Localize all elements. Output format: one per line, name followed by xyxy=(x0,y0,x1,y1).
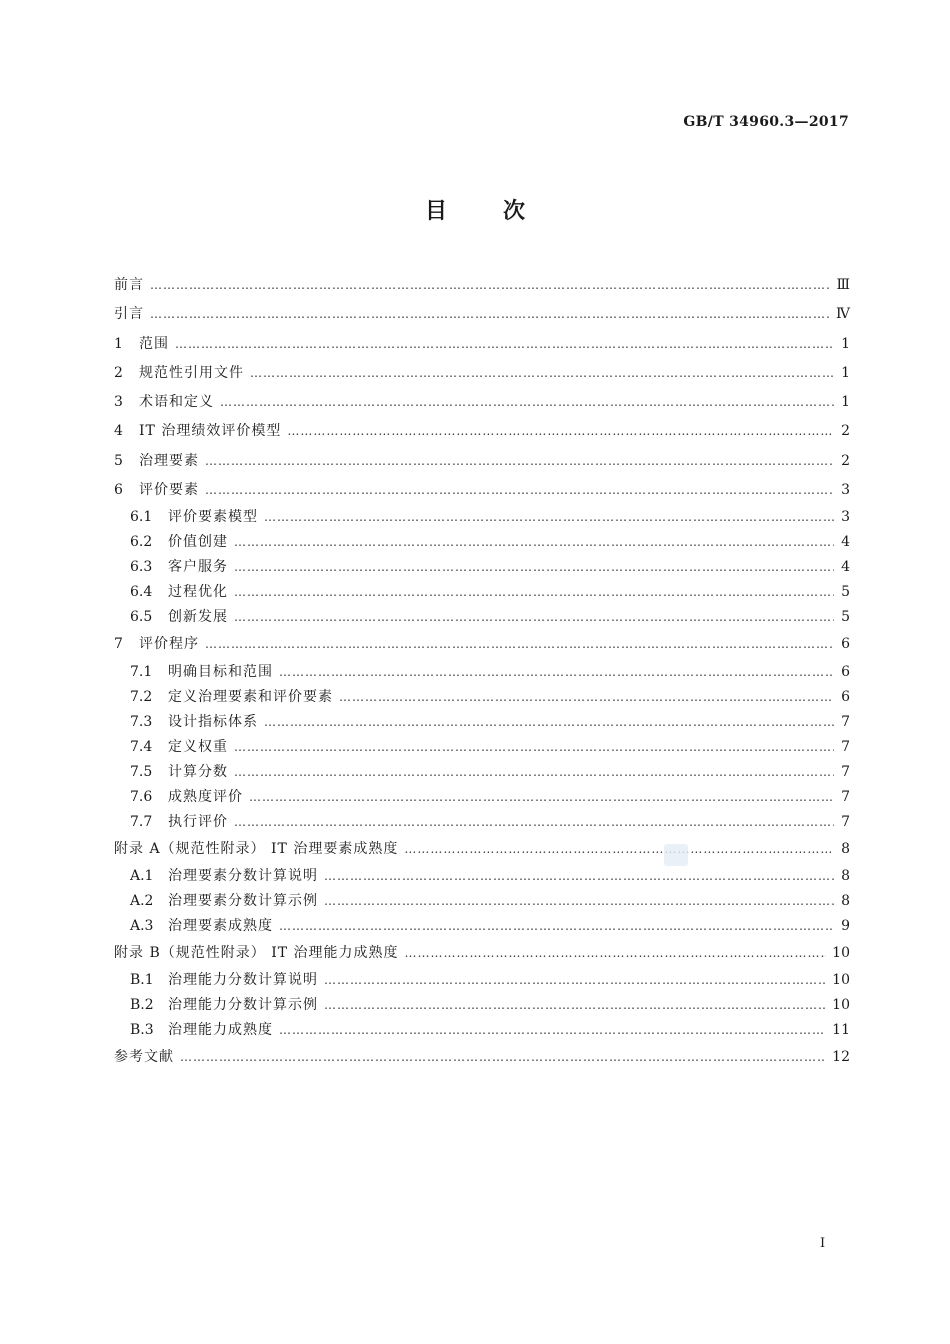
toc-entry-number: A.1 xyxy=(130,867,154,884)
toc-leader-dots xyxy=(250,359,834,388)
toc-entry-number: A.3 xyxy=(130,917,154,934)
toc-leader-dots xyxy=(234,810,834,835)
toc-entry-label: 前言 xyxy=(114,277,144,293)
toc-entry[interactable] xyxy=(114,939,850,968)
toc-entry[interactable] xyxy=(114,1043,850,1072)
toc-entry[interactable] xyxy=(114,330,850,359)
toc-entry-page: 11 xyxy=(832,1022,850,1039)
toc-leader-dots xyxy=(324,968,826,993)
toc-entry-label: 附录 A（规范性附录） IT 治理要素成熟度 xyxy=(114,840,399,857)
toc-entry-label: 参考文献 xyxy=(114,1049,174,1066)
toc-entry-number: 7.6 xyxy=(130,788,153,805)
toc-entry-label: 规范性引用文件 xyxy=(139,364,244,381)
toc-entry-page: 1 xyxy=(841,335,850,352)
toc-entry-label: 设计指标体系 xyxy=(168,713,258,730)
toc-entry-number: 7.3 xyxy=(130,713,153,730)
toc-entry-label: 治理能力分数计算说明 xyxy=(168,972,318,989)
toc-entry-label: 治理要素 xyxy=(139,452,199,469)
toc-leader-dots xyxy=(264,710,834,735)
toc-entry-number: 6.1 xyxy=(130,509,153,526)
toc-entry[interactable] xyxy=(114,914,850,939)
toc-entry-number: 7.5 xyxy=(130,763,153,780)
toc-leader-dots xyxy=(339,685,834,710)
toc-entry-label: 治理要素成熟度 xyxy=(168,917,273,934)
toc-entry-page: 8 xyxy=(841,867,850,884)
toc-entry-page: 12 xyxy=(832,1049,850,1066)
toc-entry[interactable] xyxy=(114,417,850,446)
toc-entry-label: 附录 B（规范性附录） IT 治理能力成熟度 xyxy=(114,944,399,961)
toc-entry-page: 4 xyxy=(841,534,850,551)
table-of-contents xyxy=(114,271,850,1073)
toc-entry-number: A.2 xyxy=(130,892,154,909)
toc-entry-page: 10 xyxy=(832,944,850,961)
toc-entry-number: 6.5 xyxy=(130,609,153,626)
toc-leader-dots xyxy=(234,735,834,760)
toc-entry[interactable] xyxy=(114,530,850,555)
toc-entry-page: Ⅲ xyxy=(836,277,850,293)
toc-entry-page: 6 xyxy=(841,688,850,705)
toc-entry-number: 7.4 xyxy=(130,738,153,755)
toc-entry-page: 1 xyxy=(841,364,850,381)
toc-leader-dots xyxy=(324,993,826,1018)
toc-entry[interactable] xyxy=(114,835,850,864)
watermark-icon xyxy=(664,844,688,866)
toc-entry-label: 评价要素 xyxy=(139,482,199,499)
toc-title-part1: 目 xyxy=(424,199,447,224)
toc-entry-label: 明确目标和范围 xyxy=(168,663,273,680)
toc-entry-number: 7.7 xyxy=(130,813,153,830)
toc-title-part2: 次 xyxy=(503,199,526,224)
toc-entry[interactable] xyxy=(114,710,850,735)
toc-entry[interactable] xyxy=(114,359,850,388)
toc-entry[interactable] xyxy=(114,505,850,530)
toc-leader-dots xyxy=(234,605,834,630)
toc-entry-label: 执行评价 xyxy=(168,813,228,830)
toc-entry-number: 7.1 xyxy=(130,663,153,680)
toc-entry-label: 术语和定义 xyxy=(139,394,214,411)
toc-leader-dots xyxy=(264,505,834,530)
standard-code: GB/T 34960.3—2017 xyxy=(683,114,849,130)
toc-leader-dots xyxy=(279,1018,826,1043)
toc-leader-dots xyxy=(150,271,830,300)
toc-entry-number: 6.3 xyxy=(130,559,153,576)
toc-entry-number: 6 xyxy=(114,482,123,499)
toc-entry[interactable] xyxy=(114,810,850,835)
toc-entry-number: 1 xyxy=(114,335,123,352)
toc-title xyxy=(0,194,950,225)
toc-entry-page: 4 xyxy=(841,559,850,576)
page-number: Ⅰ xyxy=(820,1236,826,1251)
toc-entry-number: 6.2 xyxy=(130,534,153,551)
toc-entry-label: 创新发展 xyxy=(168,609,228,626)
toc-entry-page: 3 xyxy=(841,482,850,499)
toc-entry[interactable] xyxy=(114,300,850,329)
toc-entry-page: 5 xyxy=(841,609,850,626)
toc-entry-label: 评价要素模型 xyxy=(168,509,258,526)
toc-leader-dots xyxy=(279,914,834,939)
toc-entry-page: 7 xyxy=(841,788,850,805)
toc-leader-dots xyxy=(234,760,834,785)
toc-leader-dots xyxy=(324,864,834,889)
toc-leader-dots xyxy=(234,530,834,555)
toc-entry-number: 6.4 xyxy=(130,584,153,601)
toc-leader-dots xyxy=(249,785,834,810)
toc-entry[interactable] xyxy=(114,760,850,785)
toc-entry-label: 治理能力成熟度 xyxy=(168,1022,273,1039)
toc-entry-label: 价值创建 xyxy=(168,534,228,551)
toc-leader-dots xyxy=(180,1043,826,1072)
toc-entry-label: 客户服务 xyxy=(168,559,228,576)
toc-entry-page: 3 xyxy=(841,509,850,526)
toc-entry-label: 治理要素分数计算说明 xyxy=(168,867,318,884)
toc-entry-page: 9 xyxy=(841,917,850,934)
toc-leader-dots xyxy=(205,476,834,505)
toc-entry-label: 评价程序 xyxy=(139,636,199,653)
toc-entry[interactable] xyxy=(114,889,850,914)
toc-entry-page: 10 xyxy=(832,997,850,1014)
toc-entry-page: 7 xyxy=(841,763,850,780)
toc-entry[interactable] xyxy=(114,271,850,300)
toc-entry-label: 定义权重 xyxy=(168,738,228,755)
toc-entry-page: 1 xyxy=(841,394,850,411)
toc-entry-label: 过程优化 xyxy=(168,584,228,601)
toc-entry-label: 治理能力分数计算示例 xyxy=(168,997,318,1014)
toc-entry-label: 治理要素分数计算示例 xyxy=(168,892,318,909)
toc-entry-label: 范围 xyxy=(139,335,169,352)
toc-entry-number: 7.2 xyxy=(130,688,153,705)
toc-entry[interactable] xyxy=(114,685,850,710)
toc-entry[interactable] xyxy=(114,864,850,889)
toc-entry-number: 7 xyxy=(114,636,123,653)
toc-leader-dots xyxy=(205,447,834,476)
toc-entry-label: 计算分数 xyxy=(168,763,228,780)
toc-entry-number: 5 xyxy=(114,452,123,469)
toc-entry-page: 10 xyxy=(832,972,850,989)
toc-leader-dots xyxy=(279,660,834,685)
toc-leader-dots xyxy=(405,939,827,968)
toc-entry[interactable] xyxy=(114,555,850,580)
toc-entry-page: Ⅳ xyxy=(836,306,850,323)
toc-entry-number: B.1 xyxy=(130,972,154,989)
toc-leader-dots xyxy=(234,555,834,580)
toc-entry-page: 7 xyxy=(841,813,850,830)
toc-entry-page: 7 xyxy=(841,738,850,755)
toc-entry[interactable] xyxy=(114,785,850,810)
toc-entry-number: 2 xyxy=(114,364,123,381)
toc-leader-dots xyxy=(220,388,834,417)
toc-entry[interactable] xyxy=(114,660,850,685)
toc-entry-label: 引言 xyxy=(114,306,144,323)
toc-entry-label: IT 治理绩效评价模型 xyxy=(139,423,282,440)
toc-entry-label: 定义治理要素和评价要素 xyxy=(168,688,333,705)
toc-leader-dots xyxy=(324,889,834,914)
toc-entry[interactable] xyxy=(114,735,850,760)
toc-entry-number: B.2 xyxy=(130,997,154,1014)
toc-entry-page: 7 xyxy=(841,713,850,730)
toc-entry[interactable] xyxy=(114,993,850,1018)
toc-entry-page: 2 xyxy=(841,423,850,440)
toc-entry[interactable] xyxy=(114,476,850,505)
toc-entry[interactable] xyxy=(114,388,850,417)
toc-entry-page: 6 xyxy=(841,663,850,680)
toc-entry-page: 2 xyxy=(841,452,850,469)
toc-entry-page: 8 xyxy=(841,892,850,909)
toc-leader-dots xyxy=(287,417,834,446)
toc-entry-number: 4 xyxy=(114,423,123,440)
toc-entry-number: B.3 xyxy=(130,1022,154,1039)
toc-entry-page: 6 xyxy=(841,636,850,653)
toc-entry[interactable] xyxy=(114,968,850,993)
toc-entry-label: 成熟度评价 xyxy=(168,788,243,805)
toc-entry[interactable] xyxy=(114,605,850,630)
toc-leader-dots xyxy=(404,835,834,864)
toc-leader-dots xyxy=(234,580,834,605)
toc-entry[interactable] xyxy=(114,580,850,605)
toc-leader-dots xyxy=(175,330,834,359)
toc-entry[interactable] xyxy=(114,630,850,659)
toc-entry[interactable] xyxy=(114,1018,850,1043)
toc-leader-dots xyxy=(150,300,830,329)
toc-entry-page: 5 xyxy=(841,584,850,601)
toc-leader-dots xyxy=(205,630,834,659)
toc-entry[interactable] xyxy=(114,447,850,476)
toc-entry-page: 8 xyxy=(841,840,850,857)
toc-entry-number: 3 xyxy=(114,394,123,411)
